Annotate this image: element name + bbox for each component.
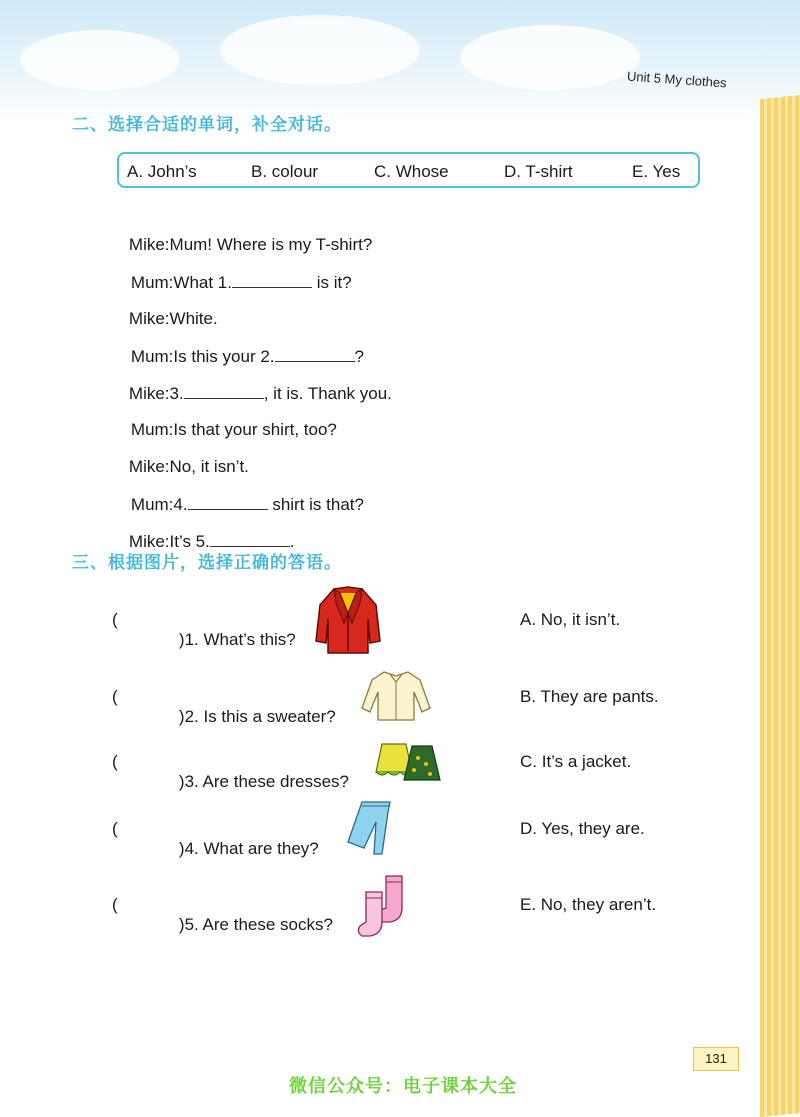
dialogue-text: 3. <box>169 384 184 403</box>
dialogue-text: shirt is that? <box>267 495 364 514</box>
dialogue-text: 4. <box>173 495 188 514</box>
skirts-icon <box>374 738 442 784</box>
speaker: Mum: <box>130 495 174 514</box>
question-2 <box>160 687 336 747</box>
question-text: Are these dresses? <box>202 772 350 791</box>
answer-option: A. No, it isn’t. <box>520 610 621 629</box>
footer-watermark: 微信公众号：电子课本大全 <box>289 1076 517 1096</box>
answer-blank-1[interactable] <box>232 272 312 288</box>
question-number: )1. <box>178 630 199 649</box>
word-option: E. Yes <box>632 162 681 181</box>
answer-paren-1[interactable]: ( <box>112 610 118 629</box>
speaker: Mike: <box>128 457 170 476</box>
section-3-title: 三、根据图片，选择正确的答语。 <box>72 553 342 572</box>
pants-icon <box>340 798 402 858</box>
answer-paren-2[interactable]: ( <box>112 687 118 706</box>
question-number: )3. <box>178 772 199 791</box>
answer-paren-3[interactable]: ( <box>112 752 118 771</box>
question-5 <box>160 895 333 955</box>
unit-label: Unit 5 My clothes <box>626 68 728 91</box>
answer-paren-5[interactable]: ( <box>112 895 118 914</box>
question-3 <box>160 752 349 812</box>
answer-option: C. It’s a jacket. <box>520 752 632 771</box>
speaker: Mike: <box>128 309 170 328</box>
dialogue-text: What 1. <box>173 273 232 292</box>
answer-blank-5[interactable] <box>210 531 290 547</box>
word-option: A. John’s <box>127 162 197 181</box>
speaker: Mum: <box>130 420 174 439</box>
speaker: Mike: <box>128 235 170 254</box>
jacket-icon <box>314 583 382 657</box>
answer-blank-4[interactable] <box>188 494 268 510</box>
socks-icon <box>356 872 412 940</box>
answer-paren-4[interactable]: ( <box>112 819 118 838</box>
section-2-title: 二、选择合适的单词，补全对话。 <box>72 115 342 134</box>
dialogue-text: It’s 5. <box>169 532 210 551</box>
dialogue-text: No, it isn’t. <box>169 457 249 476</box>
speaker: Mike: <box>128 532 170 551</box>
word-bank <box>117 152 700 188</box>
question-number: )4. <box>178 839 199 858</box>
question-1 <box>160 610 296 670</box>
speaker: Mum: <box>130 273 174 292</box>
question-number: )2. <box>178 707 199 726</box>
answer-blank-3[interactable] <box>184 383 264 399</box>
dialogue-text: White. <box>169 309 218 328</box>
dialogue-text: , it is. Thank you. <box>263 384 392 403</box>
dialogue-text: ? <box>354 347 364 366</box>
answer-blank-2[interactable] <box>275 346 355 362</box>
question-text: What’s this? <box>203 630 296 649</box>
shirt-icon <box>360 668 432 722</box>
dialogue-text: . <box>289 532 295 551</box>
question-text: What are they? <box>203 839 319 858</box>
question-text: Is this a sweater? <box>203 707 336 726</box>
question-number: )5. <box>178 915 199 934</box>
question-text: Are these socks? <box>202 915 333 934</box>
question-4 <box>160 819 319 879</box>
word-option: B. colour <box>251 162 319 181</box>
dialogue-text: is it? <box>312 273 352 292</box>
dialogue-text: Is this your 2. <box>173 347 275 366</box>
answer-option: E. No, they aren’t. <box>520 895 657 914</box>
page-number: 131 <box>693 1047 739 1071</box>
word-option: D. T-shirt <box>504 162 573 181</box>
answer-option: B. They are pants. <box>520 687 659 706</box>
word-option: C. Whose <box>374 162 449 181</box>
answer-option: D. Yes, they are. <box>520 819 645 838</box>
dialogue-text: Is that your shirt, too? <box>173 420 337 439</box>
speaker: Mike: <box>128 384 170 403</box>
speaker: Mum: <box>130 347 174 366</box>
dialogue-text: Mum! Where is my T-shirt? <box>169 235 373 254</box>
